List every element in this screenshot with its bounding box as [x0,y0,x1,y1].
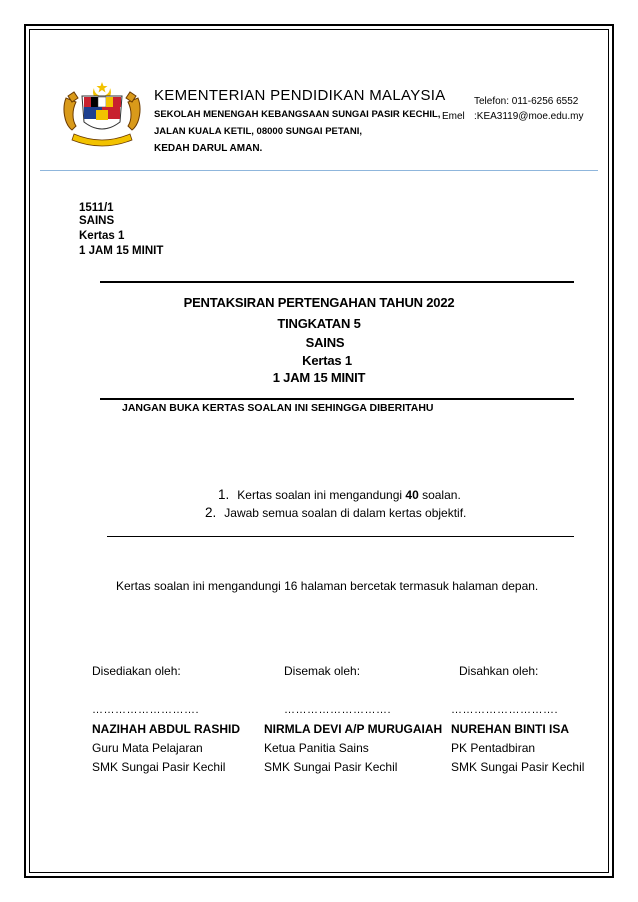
signatory-reviewed-role: Ketua Panitia Sains [264,741,369,755]
paper-code: 1511/1 [79,202,114,214]
signatory-approved-label: Disahkan oleh: [459,664,539,678]
email-label: Emel [442,111,465,122]
signatory-prepared-label: Disediakan oleh: [92,664,181,678]
exam-subject: SAINS [305,335,345,350]
page-count-note: Kertas soalan ini mengandungi 16 halaman bercetak termasuk halaman depan. [116,579,539,593]
signatory-approved-signature-line: ………………………. [451,704,559,716]
header-divider [40,170,598,171]
signatory-reviewed [264,662,442,777]
instructions-rule [107,536,574,537]
instruction-2-text: Jawab semua soalan di dalam kertas objektif. [224,506,467,520]
signatory-prepared-role: Guru Mata Pelajaran [92,741,203,755]
paper-duration: 1 JAM 15 MINIT [79,245,164,257]
signatory-reviewed-label: Disemak oleh: [284,664,361,678]
signatory-reviewed-school: SMK Sungai Pasir Kechil [264,760,398,774]
signatory-prepared [92,662,240,777]
school-address-line-2: JALAN KUALA KETIL, 08000 SUNGAI PETANI, [154,126,362,137]
signatory-approved-name: NUREHAN BINTI ISA [451,722,570,736]
exam-title: PENTAKSIRAN PERTENGAHAN TAHUN 2022 [183,295,455,310]
instruction-1-text: Kertas soalan ini mengandungi [237,488,406,502]
instruction-2-number: 2. [205,505,217,520]
exam-paper: Kertas 1 [302,353,352,368]
signatory-prepared-name: NAZIHAH ABDUL RASHID [92,722,240,736]
do-not-open-warning: JANGAN BUKA KERTAS SOALAN INI SEHINGGA DIBERITAHU [122,402,434,414]
signatory-prepared-signature-line: ………………………. [92,704,200,716]
malaysia-coat-of-arms-logo [60,80,144,150]
school-address-line-1: SEKOLAH MENENGAH KEBANGSAAN SUNGAI PASIR KECHIL, [154,109,441,120]
paper-subject: SAINS [79,215,115,227]
ministry-title: KEMENTERIAN PENDIDIKAN MALAYSIA [154,87,446,104]
instruction-1-suffix: soalan. [418,488,461,502]
instruction-2 [205,505,466,520]
exam-duration: 1 JAM 15 MINIT [272,370,366,385]
exam-form: TINGKATAN 5 [277,316,361,331]
signatory-prepared-school: SMK Sungai Pasir Kechil [92,760,226,774]
instruction-1-count: 40 [405,488,419,502]
signatory-approved-role: PK Pentadbiran [451,741,536,755]
signatory-approved [451,662,584,777]
phone-number: Telefon: 011-6256 6552 [474,96,579,107]
signatory-reviewed-signature-line: ………………………. [284,704,392,716]
title-top-rule [100,281,574,283]
title-bottom-rule [100,398,574,400]
email-address: :KEA3119@moe.edu.my [474,111,584,122]
instruction-1-number: 1. [218,487,230,502]
signatory-reviewed-name: NIRMLA DEVI A/P MURUGAIAH [264,722,443,736]
signatory-approved-school: SMK Sungai Pasir Kechil [451,760,585,774]
school-address-line-3: KEDAH DARUL AMAN. [154,143,263,154]
instruction-1 [218,487,461,502]
paper-number: Kertas 1 [79,230,125,242]
